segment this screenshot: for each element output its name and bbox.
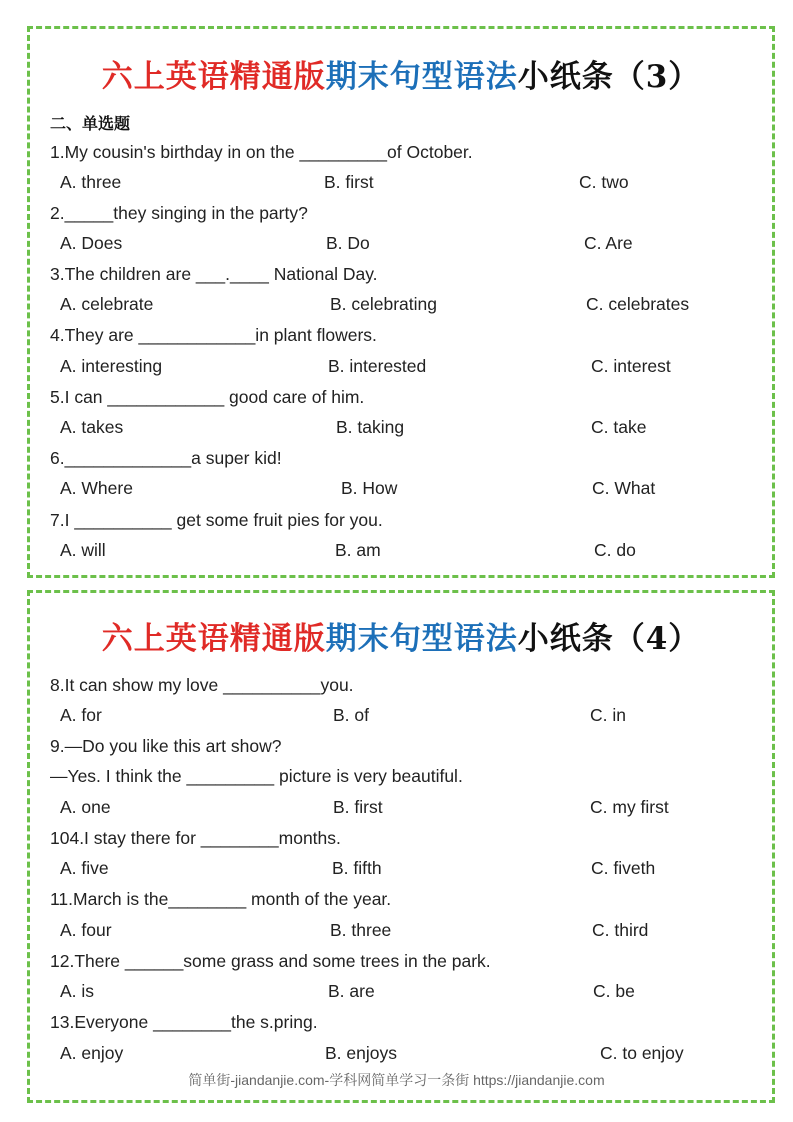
option-b: B. Do (326, 233, 370, 253)
question-11: 11.March is the________ month of the year. (50, 889, 392, 909)
question-7: 7.I __________ get some fruit pies for you. (50, 510, 383, 530)
option-b: B. taking (336, 417, 405, 437)
options-1 (60, 172, 760, 196)
title-blue-part: 期末句型语法 (325, 621, 518, 657)
option-a: A. for (60, 705, 102, 725)
question-10: 104.I stay there for ________months. (50, 828, 341, 848)
option-c: C. do (594, 540, 636, 560)
option-a: A. is (60, 981, 95, 1001)
option-c: C. interest (591, 356, 671, 376)
question-9-reply: —Yes. I think the _________ picture is very beautiful. (50, 766, 463, 786)
options-7 (60, 540, 760, 564)
option-c: C. third (592, 920, 649, 940)
option-a: A. takes (60, 417, 124, 437)
question-4: 4.They are ____________in plant flowers. (50, 325, 377, 345)
option-c: C. Are (584, 233, 633, 253)
options-10 (60, 858, 760, 882)
option-b: B. enjoys (325, 1043, 397, 1063)
option-c: C. to enjoy (600, 1043, 684, 1063)
option-a: A. three (60, 172, 122, 192)
title-blue-part: 期末句型语法 (325, 59, 518, 95)
question-3: 3.The children are ___.____ National Day. (50, 264, 378, 284)
option-a: A. Does (60, 233, 123, 253)
option-c: C. celebrates (586, 294, 690, 314)
title-black-part: 小纸条（3） (517, 59, 701, 95)
worksheet-card-3 (27, 26, 775, 578)
question-12: 12.There ______some grass and some trees in the park. (50, 951, 491, 971)
option-b: B. How (341, 478, 398, 498)
option-b: B. fifth (332, 858, 382, 878)
option-a: A. celebrate (60, 294, 154, 314)
option-a: A. five (60, 858, 109, 878)
card-title (30, 51, 772, 96)
option-b: B. celebrating (330, 294, 438, 314)
option-b: B. three (330, 920, 392, 940)
option-c: C. fiveth (591, 858, 656, 878)
question-6: 6._____________a super kid! (50, 448, 282, 468)
question-2: 2._____they singing in the party? (50, 203, 308, 223)
card-title (30, 613, 772, 658)
options-6 (60, 478, 760, 502)
option-c: C. two (579, 172, 629, 192)
options-3 (60, 294, 760, 318)
options-2 (60, 233, 760, 257)
options-13 (60, 1043, 760, 1067)
question-9: 9.—Do you like this art show? (50, 736, 282, 756)
option-b: B. interested (328, 356, 427, 376)
option-c: C. be (593, 981, 635, 1001)
options-5 (60, 417, 760, 441)
title-red-part: 六上英语精通版 (101, 621, 326, 657)
footer-watermark: 简单街-jiandanjie.com-学科网简单学习一条街 https://jiandanjie.com (188, 1072, 605, 1088)
option-a: A. will (60, 540, 106, 560)
option-b: B. first (324, 172, 374, 192)
option-c: C. my first (590, 797, 669, 817)
worksheet-card-4 (27, 590, 775, 1103)
option-a: A. one (60, 797, 111, 817)
option-c: C. take (591, 417, 647, 437)
options-8 (60, 705, 760, 729)
question-13: 13.Everyone ________the s.pring. (50, 1012, 318, 1032)
options-11 (60, 920, 760, 944)
option-a: A. four (60, 920, 112, 940)
question-8: 8.It can show my love __________you. (50, 675, 354, 695)
question-1: 1.My cousin's birthday in on the _________of October. (50, 142, 473, 162)
options-4 (60, 356, 760, 380)
title-red-part: 六上英语精通版 (101, 59, 326, 95)
option-a: A. interesting (60, 356, 163, 376)
option-c: C. in (590, 705, 626, 725)
question-5: 5.I can ____________ good care of him. (50, 387, 365, 407)
section-heading: 二、单选题 (50, 114, 131, 133)
option-b: B. first (333, 797, 383, 817)
options-12 (60, 981, 760, 1005)
option-b: B. am (335, 540, 381, 560)
title-black-part: 小纸条（4） (517, 621, 701, 657)
option-a: A. Where (60, 478, 133, 498)
option-b: B. of (333, 705, 369, 725)
option-c: C. What (592, 478, 656, 498)
option-b: B. are (328, 981, 375, 1001)
options-9 (60, 797, 760, 821)
option-a: A. enjoy (60, 1043, 124, 1063)
